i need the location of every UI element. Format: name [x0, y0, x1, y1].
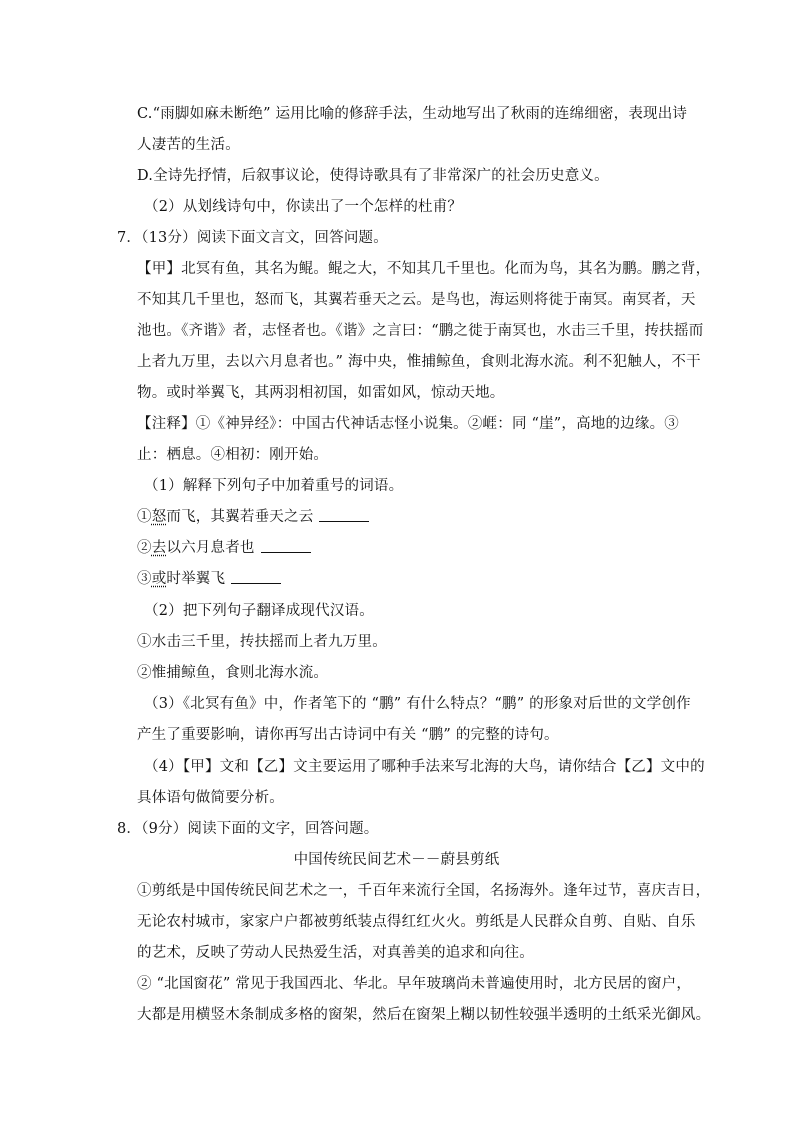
question-6-2: （2）从划线诗句中，你读出了一个怎样的杜甫？	[144, 199, 463, 215]
item-number: ①	[137, 509, 152, 525]
question-7-4-line1: （4）【甲】文和【乙】文主要运用了哪种手法来写北海的大鸟，请你结合【乙】文中的	[144, 759, 705, 775]
emphasized-word: 去	[151, 540, 167, 556]
question-7-3-line2: 产生了重要影响，请你再写出古诗词中有关 “鹏” 的完整的诗句。	[137, 727, 559, 743]
passage-jia-line4: 上者九万里，去以六月息者也。” 海中央，惟捕鲸鱼，食则北海水流。利不犯触人，不干	[137, 354, 701, 370]
passage-jia-line1: 【甲】北冥有鱼，其名为鲲。鲲之大，不知其几千里也。化而为鸟，其名为鹏。鹏之背，	[137, 261, 711, 277]
passage-jia-line3: 池也。《齐谐》者，志怪者也。《谐》之言曰：“鹏之徙于南冥也，水击三千里，抟扶摇而	[137, 323, 704, 339]
answer-blank[interactable]	[319, 507, 369, 522]
question-7-2: （2）把下列句子翻译成现代汉语。	[144, 603, 374, 619]
question-7-1-item3	[137, 569, 677, 589]
question-7-1-item1	[137, 507, 677, 527]
paragraph1-line1: ①剪纸是中国传统民间艺术之一，千百年来流行全国，名扬海外。逢年过节，喜庆吉日，	[137, 883, 711, 899]
paragraph1-line2: 无论农村城市，家家户户都被剪纸装点得红红火火。剪纸是人民群众自剪、自贴、自乐	[137, 914, 696, 930]
question-7-1-item2	[137, 538, 677, 558]
item-number: ③	[137, 571, 152, 587]
question-7-4-line2: 具体语句做简要分析。	[137, 790, 284, 806]
passage-jia-line5: 物。或时举翼飞，其两羽相初国，如雷如风，惊动天地。	[137, 385, 505, 401]
item-text: 时举翼飞	[166, 571, 226, 587]
answer-blank[interactable]	[231, 569, 281, 584]
option-d: D.全诗先抒情，后叙事议论，使得诗歌具有了非常深广的社会历史意义。	[137, 168, 609, 184]
annotation-line2: 止：栖息。④相初：刚开始。	[137, 447, 329, 463]
question-7-1: （1）解释下列句子中加着重号的词语。	[144, 478, 404, 494]
item-text: 以六月息者也	[166, 540, 255, 556]
paragraph1-line3: 的艺术，反映了劳动人民热爱生活，对真善美的追求和向往。	[137, 945, 534, 961]
answer-blank[interactable]	[261, 538, 311, 553]
emphasized-word: 怒	[151, 509, 167, 525]
paragraph2-line1: ② “北国窗花” 常见于我国西北、华北。早年玻璃尚未普遍使用时，北方民居的窗户，	[137, 976, 692, 992]
item-number: ②	[137, 540, 152, 556]
question-7-2-item2: ②惟捕鲸鱼，食则北海水流。	[137, 665, 329, 681]
question-7-3-line1: （3）《北冥有鱼》中，作者笔下的 “鹏” 有什么特点？“鹏” 的形象对后世的文学创作	[144, 696, 691, 712]
option-c-line2: 人凄苦的生活。	[137, 137, 240, 153]
emphasized-word: 或	[151, 571, 167, 587]
question-7-header: 7．（13分）阅读下面文言文，回答问题。	[117, 230, 388, 246]
article-title: 中国传统民间艺术－－蔚县剪纸	[293, 852, 500, 868]
question-7-2-item1: ①水击三千里，抟扶摇而上者九万里。	[137, 634, 387, 650]
option-c-line1: C.“雨脚如麻未断绝” 运用比喻的修辞手法，生动地写出了秋雨的连绵细密，表现出诗	[137, 106, 688, 122]
question-8-header: 8．（9分）阅读下面的文字，回答问题。	[117, 821, 379, 837]
item-text: 而飞，其翼若垂天之云	[166, 509, 314, 525]
paragraph2-line2: 大都是用横竖木条制成多格的窗架，然后在窗架上糊以韧性较强半透明的土纸采光御风。	[137, 1007, 711, 1023]
passage-jia-line2: 不知其几千里也，怒而飞，其翼若垂天之云。是鸟也，海运则将徙于南冥。南冥者，天	[137, 292, 696, 308]
annotation-line1: 【注释】①《神异经》：中国古代神话志怪小说集。②崕：同 “崖”，高地的边缘。③	[137, 416, 679, 432]
